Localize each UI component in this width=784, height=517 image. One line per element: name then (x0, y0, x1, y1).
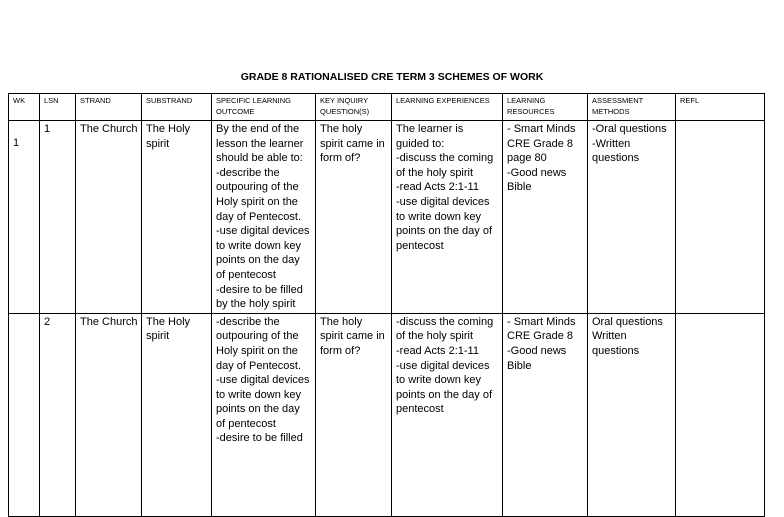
cell-assessment-methods: -Oral questions -Written questions (588, 121, 676, 314)
cell-assessment-methods: Oral questions Written questions (588, 313, 676, 516)
cell-learning-experiences: The learner is guided to: -discuss the coming of the holy spirit -read Acts 2:1-11 -use digital devices to write down key points on the day of pentecost (392, 121, 503, 314)
header-key-inquiry-questions: KEY INQUIRY QUESTION(S) (316, 94, 392, 121)
header-row (9, 94, 765, 121)
cell-wk (9, 313, 40, 516)
cell-reflection (676, 313, 765, 516)
cell-lsn: 2 (40, 313, 76, 516)
cell-learning-resources: - Smart Minds CRE Grade 8 -Good news Bible (503, 313, 588, 516)
schemes-of-work-table (8, 93, 765, 517)
header-assessment-methods: ASSESSMENT METHODS (588, 94, 676, 121)
cell-wk: 1 (9, 121, 40, 314)
document-title: GRADE 8 RATIONALISED CRE TERM 3 SCHEMES OF WORK (240, 71, 544, 83)
header-substrand: SUBSTRAND (142, 94, 212, 121)
cell-specific-learning-outcome: -describe the outpouring of the Holy spirit on the day of Pentecost. -use digital devices to write down key points on the day of pentecost -desire to be filled (212, 313, 316, 516)
cell-specific-learning-outcome: By the end of the lesson the learner should be able to: -describe the outpouring of the Holy spirit on the day of Pentecost. -use digital devices to write down key points on the day of pentecost -desire to be filled by the holy spirit (212, 121, 316, 314)
cell-substrand: The Holy spirit (142, 313, 212, 516)
cell-key-inquiry-question: The holy spirit came in form of? (316, 121, 392, 314)
cell-reflection (676, 121, 765, 314)
header-strand: STRAND (76, 94, 142, 121)
cell-substrand: The Holy spirit (142, 121, 212, 314)
header-lsn: LSN (40, 94, 76, 121)
cell-learning-resources: - Smart Minds CRE Grade 8 page 80 -Good news Bible (503, 121, 588, 314)
header-wk: WK (9, 94, 40, 121)
header-learning-resources: LEARNING RESOURCES (503, 94, 588, 121)
table-row (9, 121, 765, 314)
header-learning-experiences: LEARNING EXPERIENCES (392, 94, 503, 121)
header-reflection: REFL (676, 94, 765, 121)
table-row (9, 313, 765, 516)
cell-learning-experiences: -discuss the coming of the holy spirit -read Acts 2:1-11 -use digital devices to write down key points on the day of pentecost (392, 313, 503, 516)
cell-strand: The Church (76, 121, 142, 314)
cell-lsn: 1 (40, 121, 76, 314)
header-specific-learning-outcome: SPECIFIC LEARNING OUTCOME (212, 94, 316, 121)
cell-strand: The Church (76, 313, 142, 516)
cell-key-inquiry-question: The holy spirit came in form of? (316, 313, 392, 516)
